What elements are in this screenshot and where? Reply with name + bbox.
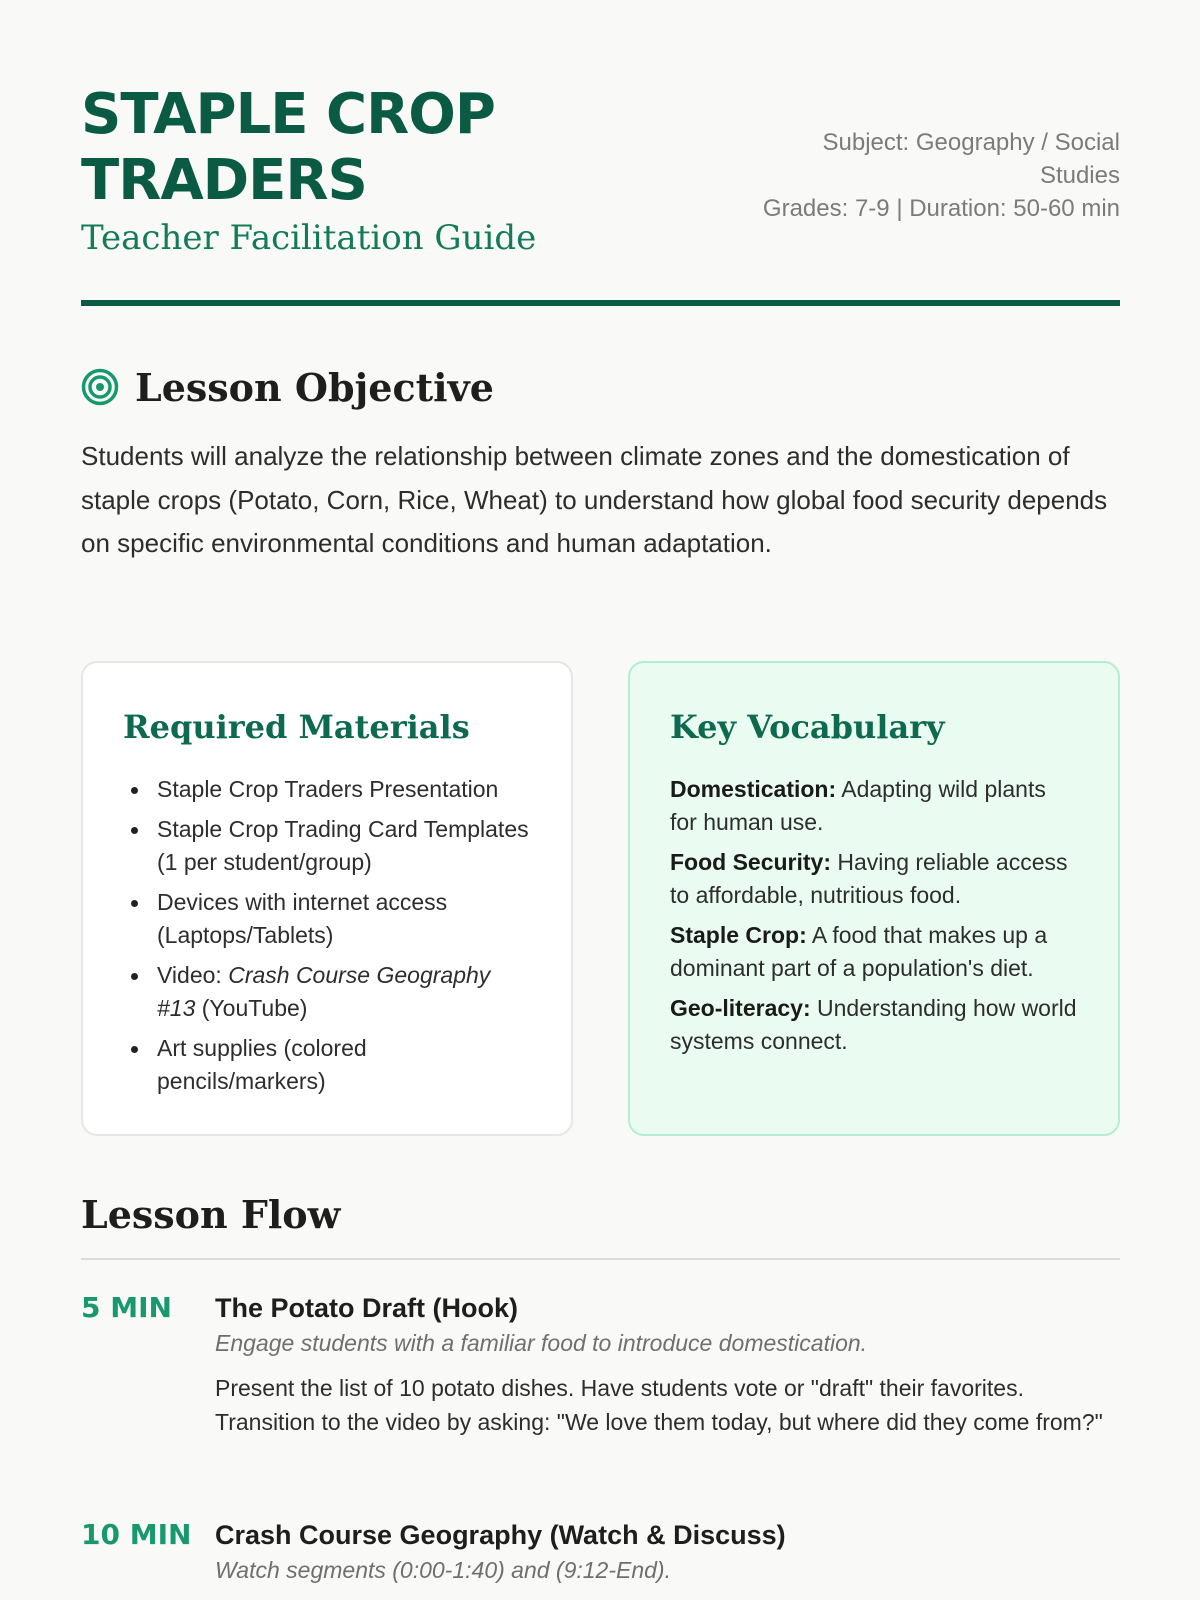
list-item: Staple Crop Trading Card Templates (1 per student/group)	[123, 813, 531, 879]
flow-step-name: The Potato Draft (Hook)	[215, 1293, 518, 1323]
vocab-definition: A food that makes up a dominant part of a population's diet.	[670, 922, 1048, 981]
flow-step-tagline: Watch segments (0:00-1:40) and (9:12-End).	[215, 1557, 671, 1583]
objective-heading	[81, 362, 494, 412]
video-prefix: Video:	[157, 962, 229, 988]
flow-divider	[81, 1258, 1120, 1260]
flow-step-time: 5 MIN	[81, 1291, 172, 1324]
list-item: Devices with internet access (Laptops/Tablets)	[123, 886, 531, 952]
vocab-definition: Understanding how world systems connect.	[670, 995, 1077, 1054]
materials-title: Required Materials	[123, 708, 470, 746]
subject-label: Subject: Geography / Social Studies	[822, 129, 1120, 189]
page-title	[81, 82, 495, 214]
flow-step-name: Crash Course Geography (Watch & Discuss)	[215, 1520, 786, 1550]
list-item-video	[123, 959, 531, 1025]
title-line-1: STAPLE CROP	[81, 82, 495, 147]
lesson-meta	[760, 126, 1120, 225]
materials-list	[123, 773, 531, 1098]
title-line-2: TRADERS	[81, 148, 367, 213]
vocab-item	[670, 992, 1078, 1058]
list-item: Art supplies (colored pencils/markers)	[123, 1032, 531, 1098]
vocab-term: Domestication:	[670, 776, 837, 802]
flow-step-body	[215, 1517, 1120, 1587]
flow-step-tagline: Engage students with a familiar food to introduce domestication.	[215, 1330, 868, 1356]
grades-duration-label: Grades: 7-9 | Duration: 50-60 min	[762, 195, 1120, 222]
vocab-item	[670, 773, 1078, 839]
flow-step-description: Present the list of 10 potato dishes. Have students vote or "draft" their favorites. Transition to the video by asking: "We love them today, but where did they come from?"	[215, 1375, 1103, 1435]
materials-card	[81, 661, 573, 1136]
video-suffix: (YouTube)	[195, 995, 308, 1021]
lesson-guide-page	[81, 0, 1120, 1583]
vocab-term: Food Security:	[670, 849, 832, 875]
vocab-item	[670, 919, 1078, 985]
vocab-term: Staple Crop:	[670, 922, 807, 948]
header-divider	[81, 300, 1120, 306]
page-subtitle: Teacher Facilitation Guide	[81, 218, 537, 258]
objective-title: Lesson Objective	[135, 364, 494, 410]
lesson-flow-title: Lesson Flow	[81, 1192, 341, 1237]
vocab-definition: Having reliable access to affordable, nutritious food.	[670, 849, 1068, 908]
vocab-definition: Adapting wild plants for human use.	[670, 776, 1046, 835]
list-item: Staple Crop Traders Presentation	[123, 773, 531, 806]
header	[81, 0, 1120, 305]
video-title: Crash Course Geography #13	[157, 962, 491, 1021]
target-icon	[81, 368, 119, 406]
flow-step-body	[215, 1290, 1120, 1439]
vocab-term: Geo-literacy:	[670, 995, 811, 1021]
vocabulary-card	[628, 661, 1120, 1136]
vocabulary-title: Key Vocabulary	[670, 708, 945, 746]
objective-text: Students will analyze the relationship between climate zones and the domestication of staple crops (Potato, Corn, Rice, Wheat) to understand how global food security depends on specific environmental conditions and human adaptation.	[81, 441, 1108, 558]
flow-step-time: 10 MIN	[81, 1518, 192, 1551]
vocab-item	[670, 846, 1078, 912]
